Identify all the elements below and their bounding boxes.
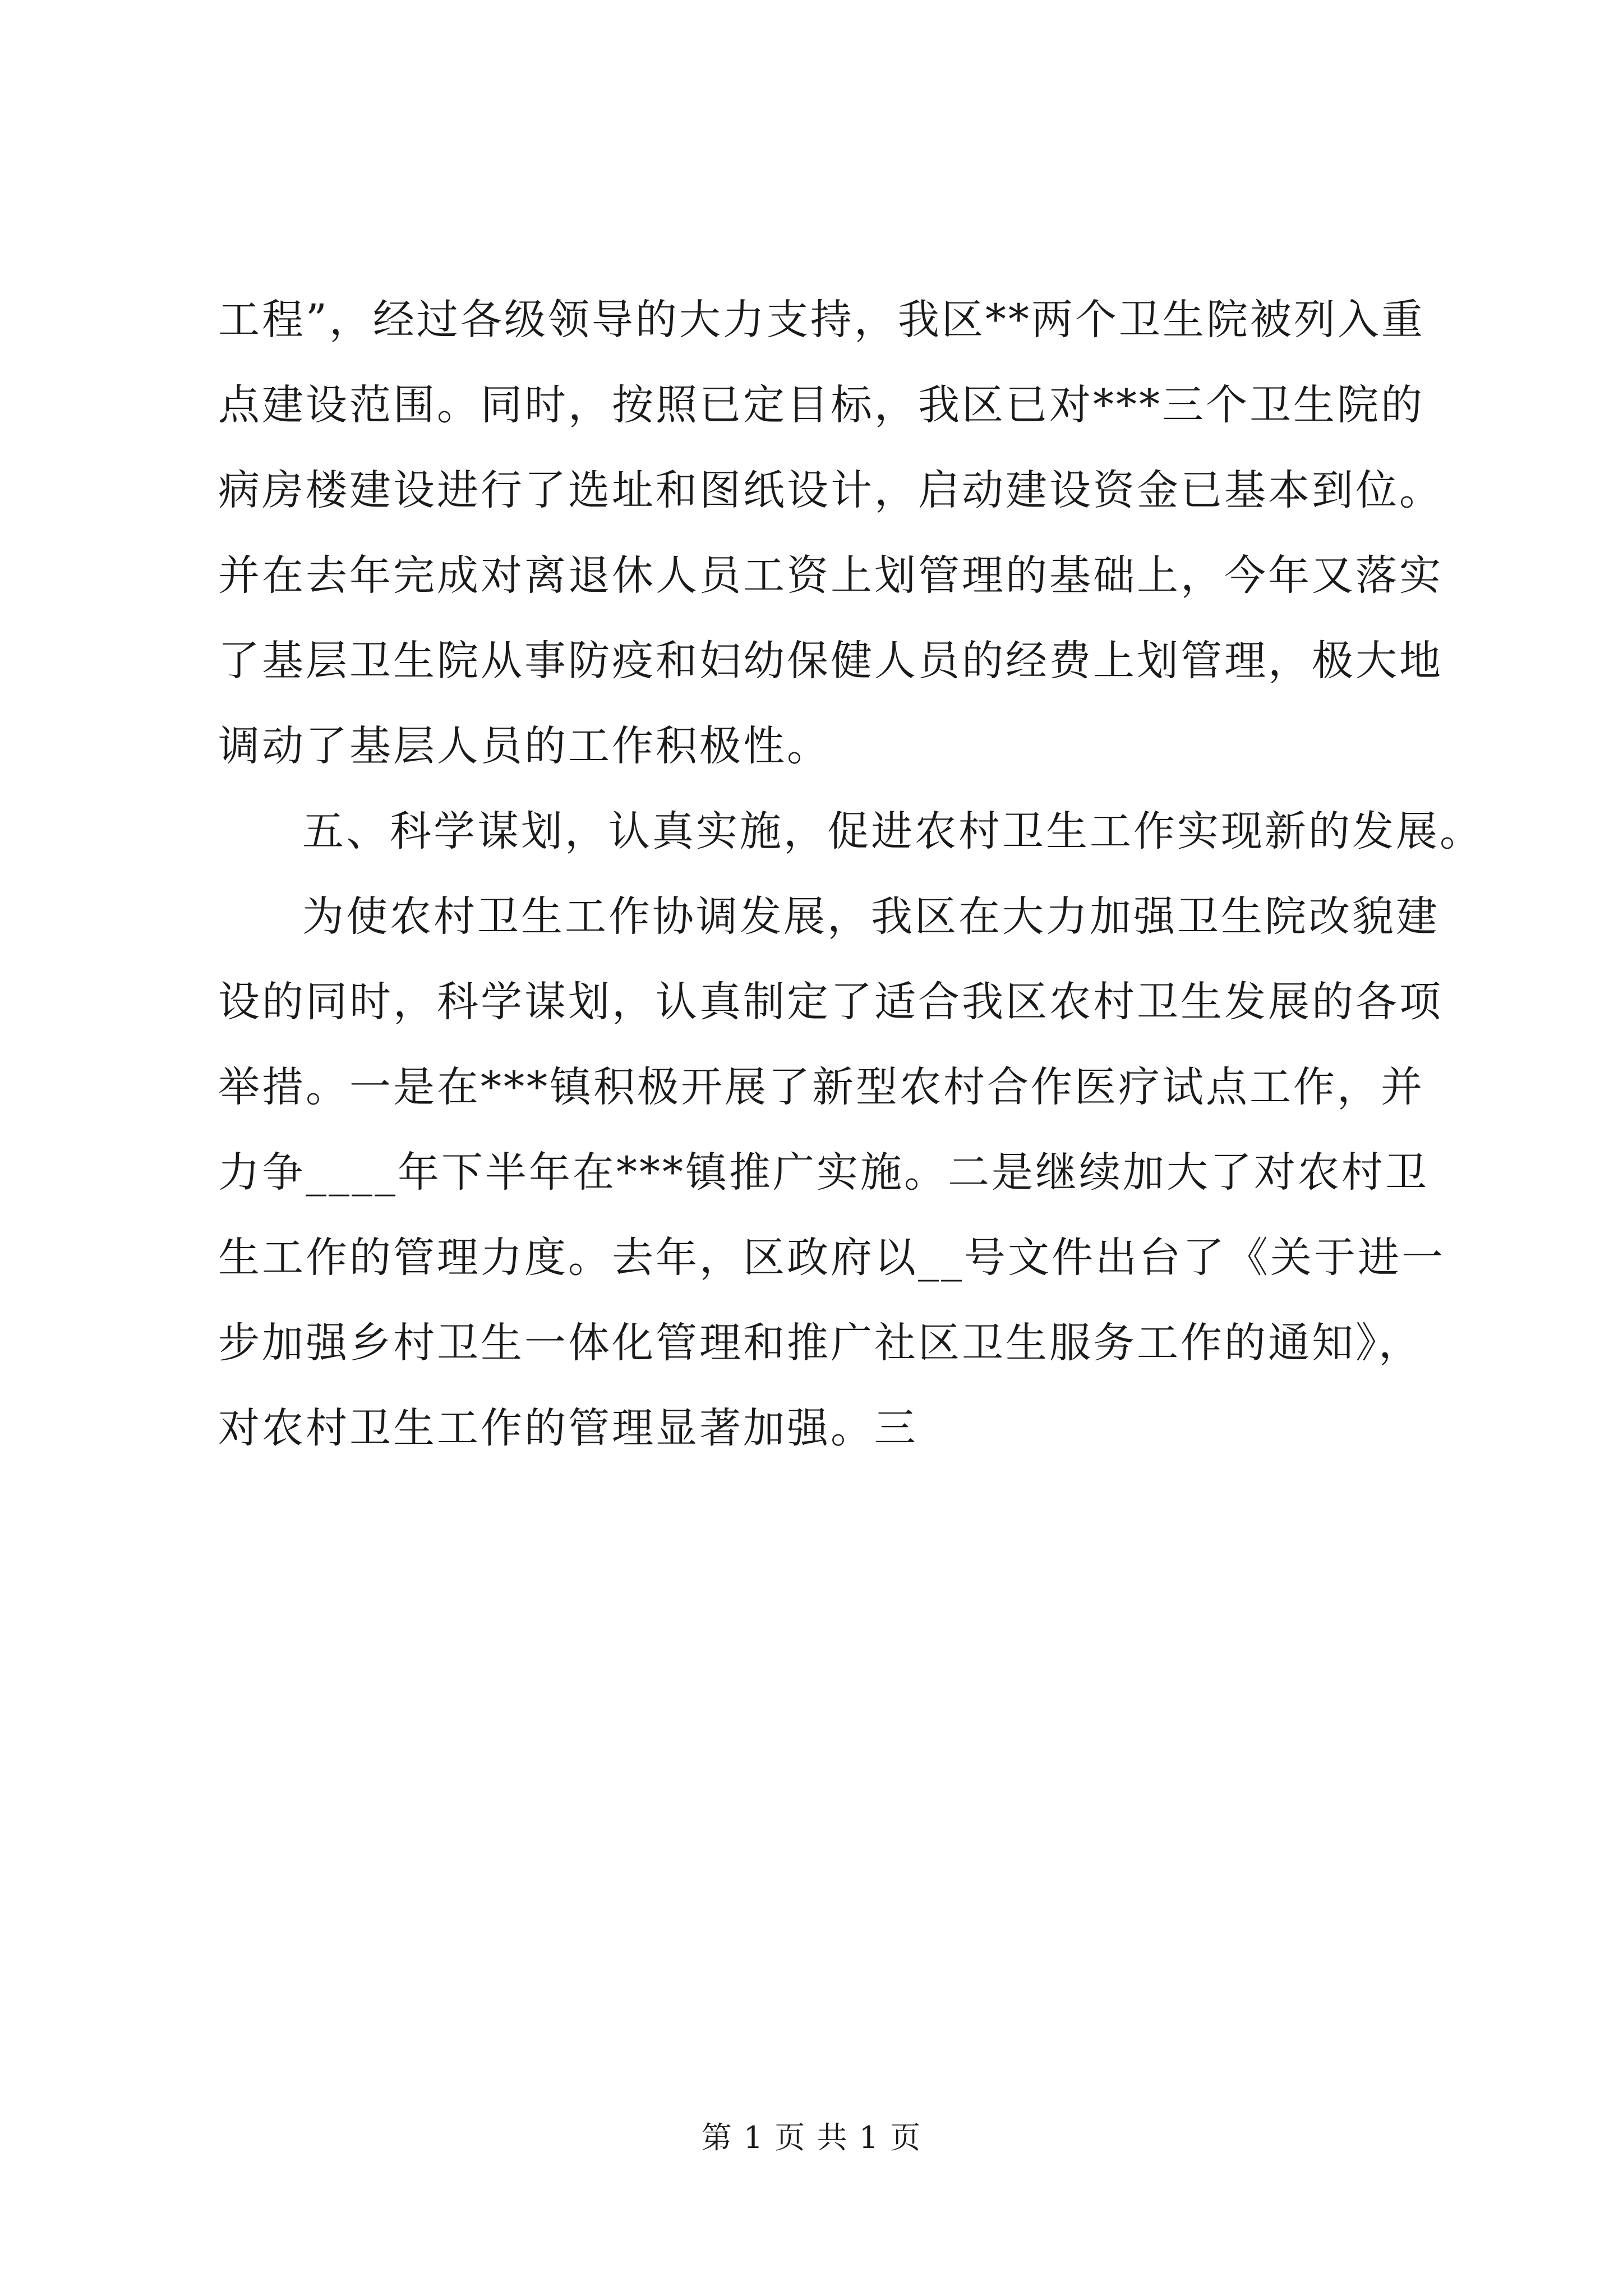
text-line-14: 对农村卫生工作的管理显著加强。三 [218, 1404, 918, 1452]
text-line-13: 步加强乡村卫生一体化管理和推广社区卫生服务工作的通知》， [218, 1319, 1422, 1367]
text-line-12: 生工作的管理力度。去年，区政府以__号文件出台了《关于进一 [218, 1234, 1445, 1282]
text-line-2: 点建设范围。同时，按照已定目标，我区已对***三个卫生院的 [218, 381, 1424, 429]
text-line-8: 为使农村卫生工作协调发展，我区在大力加强卫生院改貌建 [302, 892, 1440, 941]
text-line-1: 工程”，经过各级领导的大力支持，我区**两个卫生院被列入重 [218, 296, 1425, 344]
text-line-11: 力争____年下半年在***镇推广实施。二是继续加大了对农村卫 [218, 1148, 1429, 1197]
text-line-10: 举措。一是在***镇积极开展了新型农村合作医疗试点工作，并 [218, 1063, 1424, 1111]
page-number-footer: 第 1 页 共 1 页 [701, 2120, 922, 2155]
text-line-4: 并在去年完成对离退休人员工资上划管理的基础上，今年又落实 [218, 551, 1443, 600]
text-line-3: 病房楼建设进行了选址和图纸设计，启动建设资金已基本到位。 [218, 466, 1443, 514]
section-heading: 五、科学谋划，认真实施，促进农村卫生工作实现新的发展。 [302, 807, 1483, 855]
text-line-9: 设的同时，科学谋划，认真制定了适合我区农村卫生发展的各项 [218, 978, 1443, 1026]
text-line-5: 了基层卫生院从事防疫和妇幼保健人员的经费上划管理，极大地 [218, 637, 1443, 685]
text-line-6: 调动了基层人员的工作积极性。 [218, 722, 831, 770]
